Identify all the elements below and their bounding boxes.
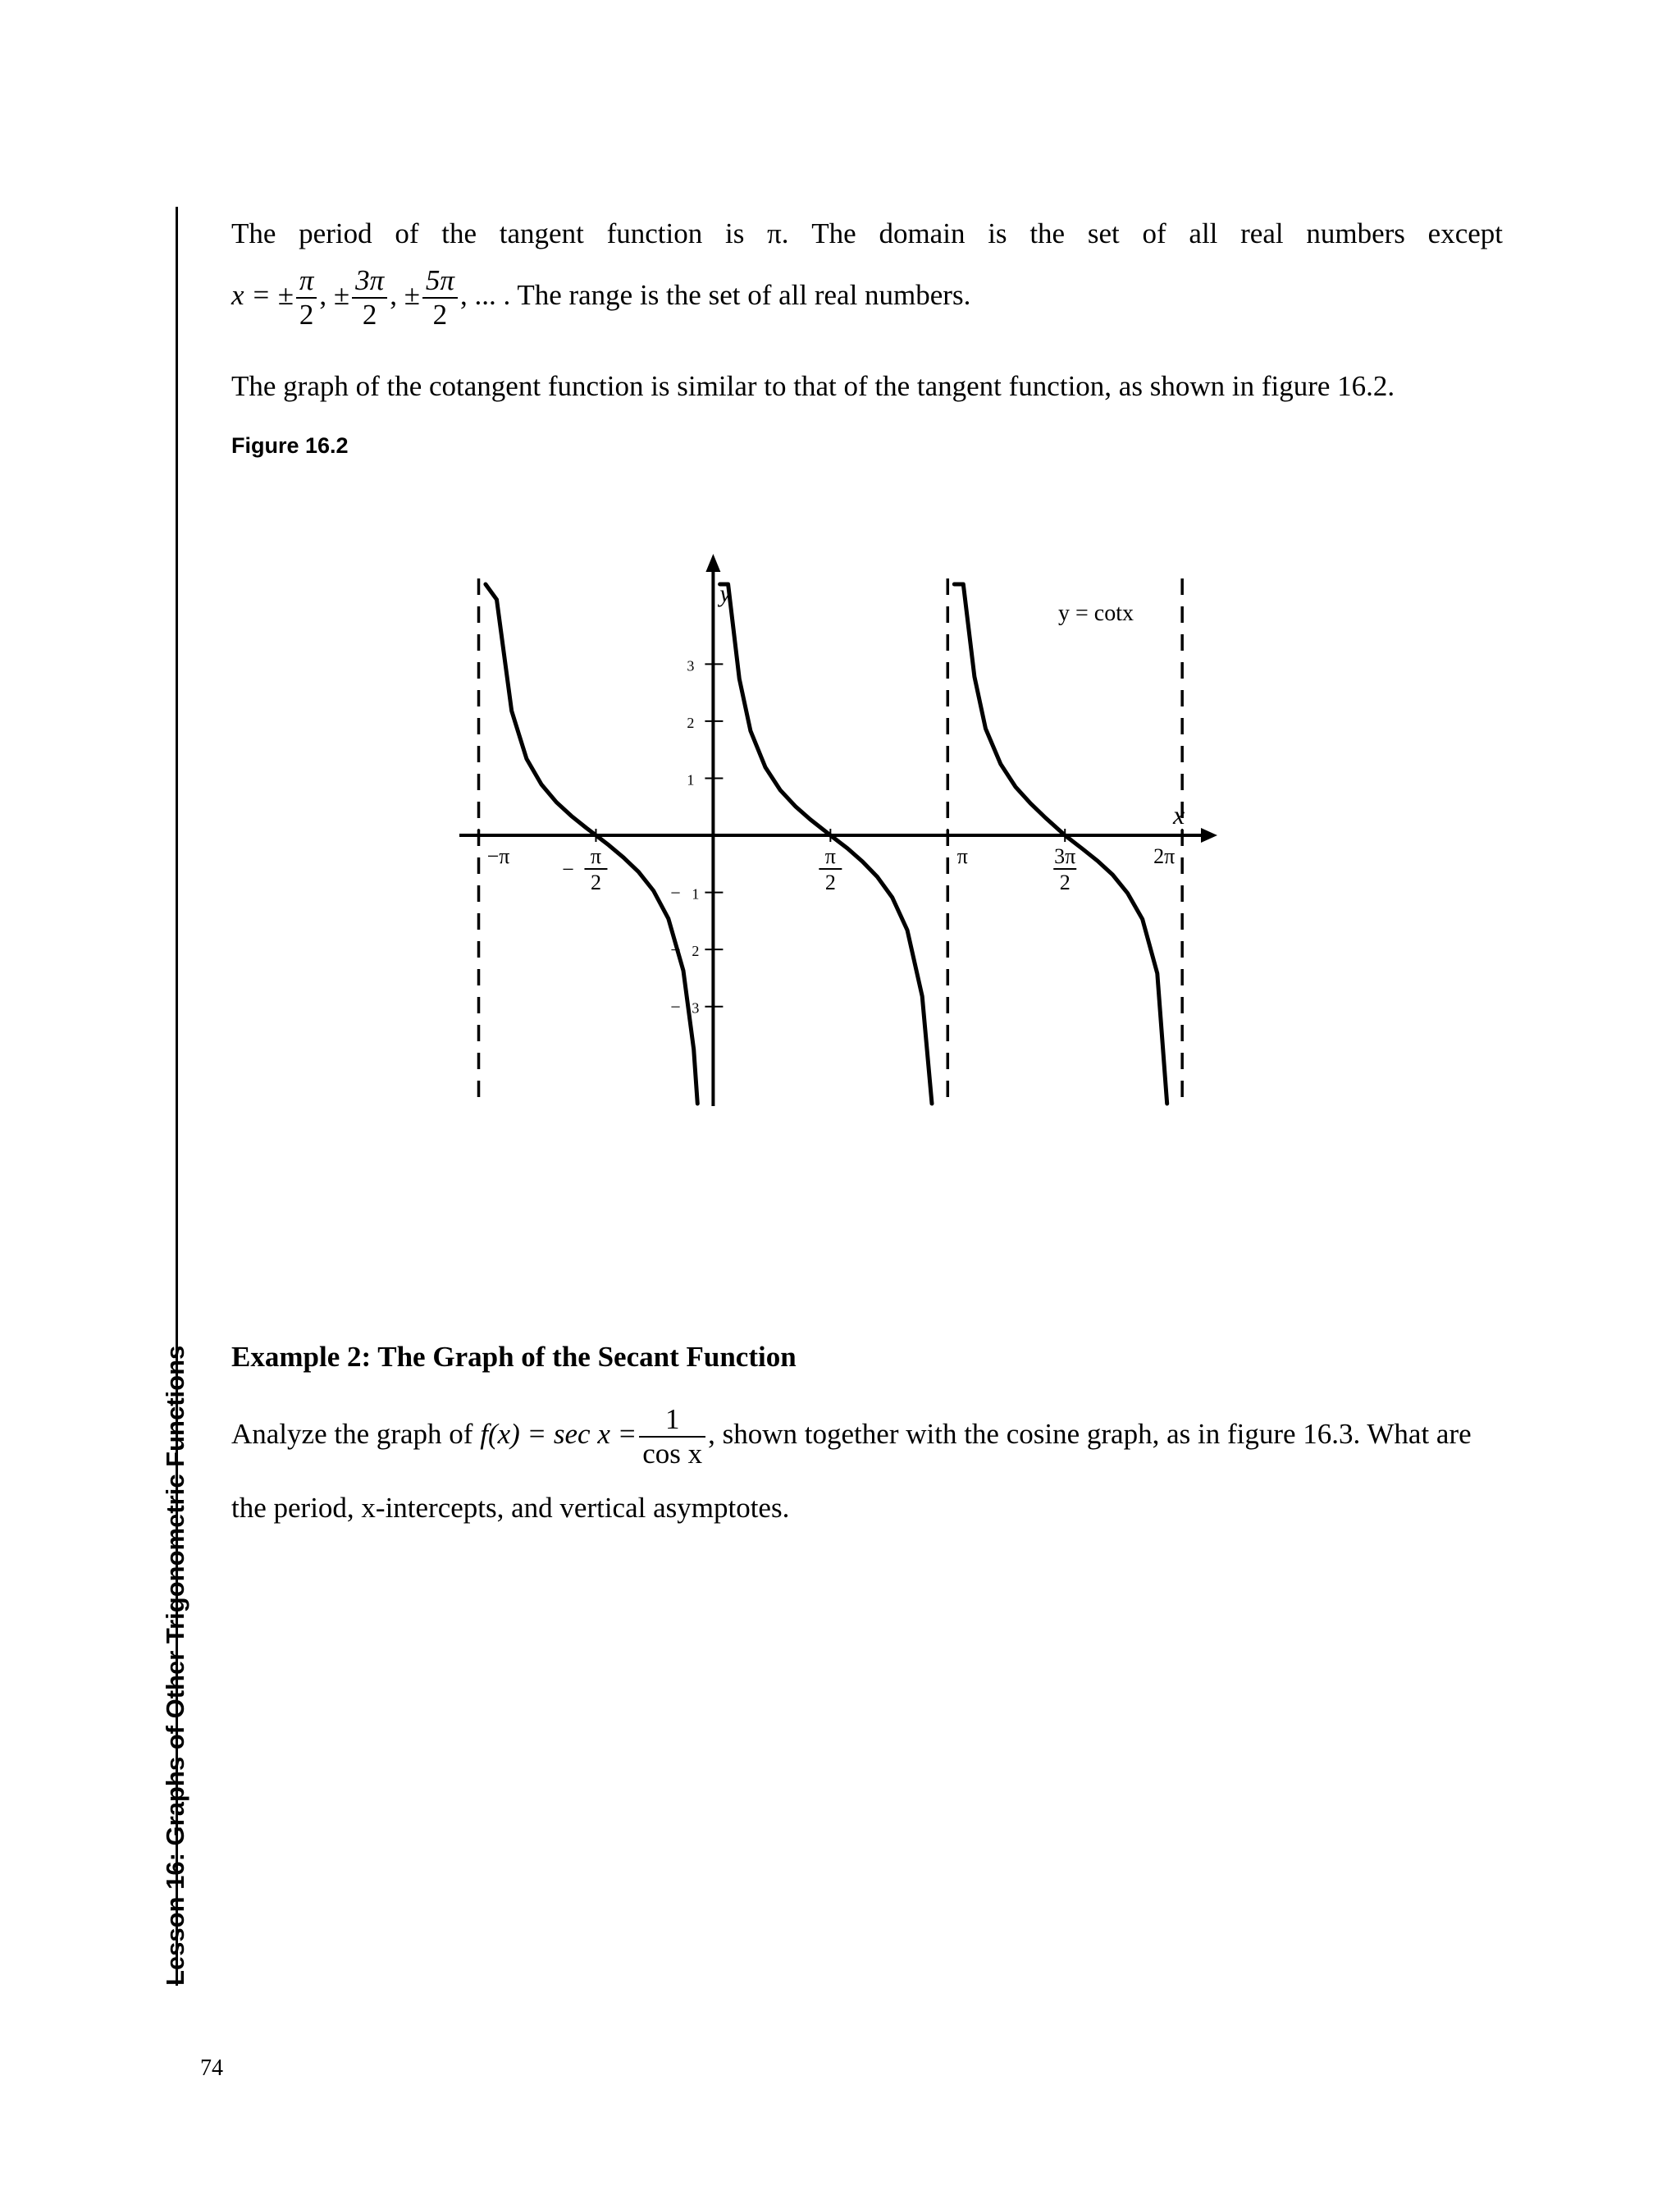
fraction-5pi-over-2: $\frac{5\pi}{2}$ <box>422 264 458 331</box>
y-tick-label: 3 <box>692 999 700 1017</box>
y-tick-minus-sign: − <box>670 996 681 1017</box>
domain-x-prefix: x = ± <box>231 279 294 312</box>
tangent-domain-line: x = ± $\frac{\pi}{2}$ , ± $\frac{3\pi}{2}$ , ± $\frac{5\pi}{2}$ , ... . The range is the set of all real numbers. <box>231 264 971 331</box>
tangent-period-sentence: The period of the tangent function is π. The domain is the set of all real numbers except <box>231 217 1503 249</box>
ellipsis: ... . <box>474 279 511 312</box>
example-prompt-line1: Analyze the graph of f(x) = sec x = $\frac{1}{\text{cos x}}$ , shown together with the cosine graph, as in figure 16.3. What are <box>231 1403 1472 1470</box>
cotangent-intro-sentence: The graph of the cotangent function is similar to that of the tangent function, as shown in figure 16.2. <box>231 370 1395 402</box>
figure-label: Figure 16.2 <box>231 433 349 458</box>
x-axis-label: x <box>1173 800 1185 830</box>
x-tick-minus-sign: − <box>562 857 574 882</box>
x-tick-label: 2π <box>1153 844 1176 869</box>
x-tick-label: −π <box>486 844 510 869</box>
y-axis-label: y <box>719 580 731 607</box>
y-tick-minus-sign: − <box>670 940 681 961</box>
range-sentence: The range is the set of all real numbers. <box>517 279 971 312</box>
series-label: y = cotx <box>1058 601 1134 626</box>
y-tick-minus-sign: − <box>670 882 681 903</box>
y-tick-label: 1 <box>687 771 695 789</box>
secant-formula: f(x) = sec x = <box>480 1418 637 1451</box>
x-tick-label-numerator: π <box>590 844 602 869</box>
sidebar-lesson-title: Lesson 16: Graphs of Other Trigonometric Functions <box>161 1345 189 1986</box>
x-tick-label: π <box>956 844 968 869</box>
y-tick-label: 2 <box>687 714 695 731</box>
y-tick-label: 2 <box>692 943 700 960</box>
x-axis-arrow <box>1201 828 1217 843</box>
x-tick-label-numerator: π <box>824 844 836 869</box>
y-tick-label: 1 <box>692 885 700 903</box>
example-prompt-line2: the period, x-intercepts, and vertical asymptotes. <box>231 1492 790 1524</box>
x-tick-label-denominator: 2 <box>824 871 836 895</box>
x-tick-label-denominator: 2 <box>590 871 601 895</box>
example-heading: Example 2: The Graph of the Secant Function <box>231 1341 797 1373</box>
fraction-pi-over-2: $\frac{\pi}{2}$ <box>296 264 317 331</box>
x-tick-label-denominator: 2 <box>1059 871 1071 895</box>
y-axis-arrow <box>705 554 720 572</box>
x-tick-label-numerator: 3π <box>1054 844 1076 869</box>
page-number: 74 <box>200 2055 223 2081</box>
y-tick-label: 3 <box>687 657 695 674</box>
fraction-1-over-cos-x: $\frac{1}{\text{cos x}}$ <box>639 1403 705 1470</box>
fraction-3pi-over-2: $\frac{3\pi}{2}$ <box>352 264 387 331</box>
